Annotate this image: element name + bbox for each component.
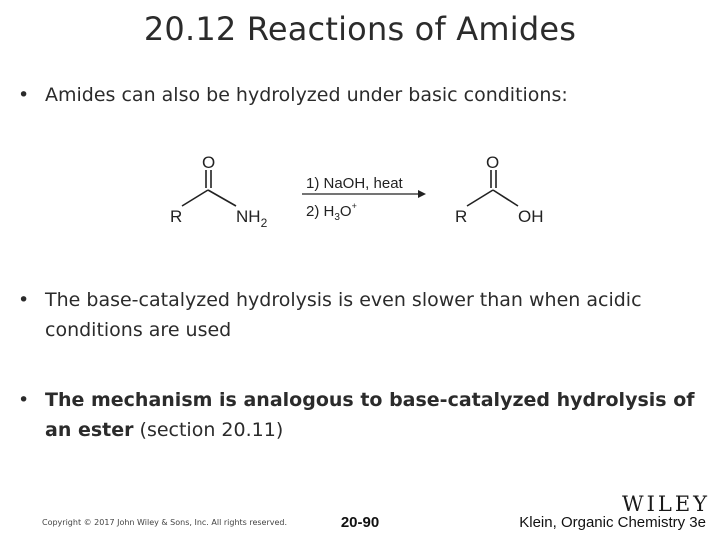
reaction-arrow-head bbox=[418, 190, 426, 198]
bullet-marker: • bbox=[18, 84, 30, 106]
product-carbon-oxygen-bond bbox=[493, 190, 518, 206]
amide-nitrogen-label: $NH_2$ bbox=[236, 207, 268, 230]
amide-oxygen-label: O bbox=[202, 153, 216, 172]
acid-hydroxyl-label: OH bbox=[518, 207, 544, 226]
bullet-slower-hydrolysis bbox=[18, 285, 698, 345]
book-citation: Klein, Organic Chemistry 3e bbox=[519, 514, 706, 531]
reagent-step-2: 2) $H_3O^+$ bbox=[306, 201, 357, 223]
bullet-section-ref: (section 20.11) bbox=[133, 419, 284, 441]
bullet-text: Amides can also be hydrolyzed under basic conditions: bbox=[45, 84, 568, 106]
product-r-carbon-bond bbox=[467, 190, 493, 206]
bullet-basic-hydrolysis bbox=[18, 80, 708, 110]
page-number: 20-90 bbox=[340, 514, 380, 531]
r-carbon-bond bbox=[182, 190, 208, 206]
acid-oxygen-label: O bbox=[486, 153, 500, 172]
bullet-marker: • bbox=[18, 289, 30, 311]
copyright-notice: Copyright © 2017 John Wiley & Sons, Inc. All rights reserved. bbox=[42, 518, 288, 527]
reaction-scheme bbox=[160, 140, 560, 240]
carboxylic-acid-structure bbox=[467, 170, 518, 206]
amide-structure bbox=[182, 170, 236, 206]
bullet-mechanism bbox=[18, 385, 708, 445]
bullet-marker: • bbox=[18, 389, 30, 411]
wiley-logo: WILEY bbox=[622, 492, 711, 516]
bullet-bold-text: The mechanism is analogous to base-catalyzed hydrolysis of an ester bbox=[45, 389, 695, 441]
acid-r-label: R bbox=[455, 207, 468, 226]
bullet-text bbox=[45, 385, 708, 445]
amide-r-label: R bbox=[170, 207, 183, 226]
carbon-nitrogen-bond bbox=[208, 190, 236, 206]
bullet-text: The base-catalyzed hydrolysis is even slower than when acidic conditions are used bbox=[45, 289, 642, 341]
slide-title: 20.12 Reactions of Amides bbox=[143, 10, 577, 48]
reagent-step-1: 1) NaOH, heat bbox=[306, 175, 403, 192]
